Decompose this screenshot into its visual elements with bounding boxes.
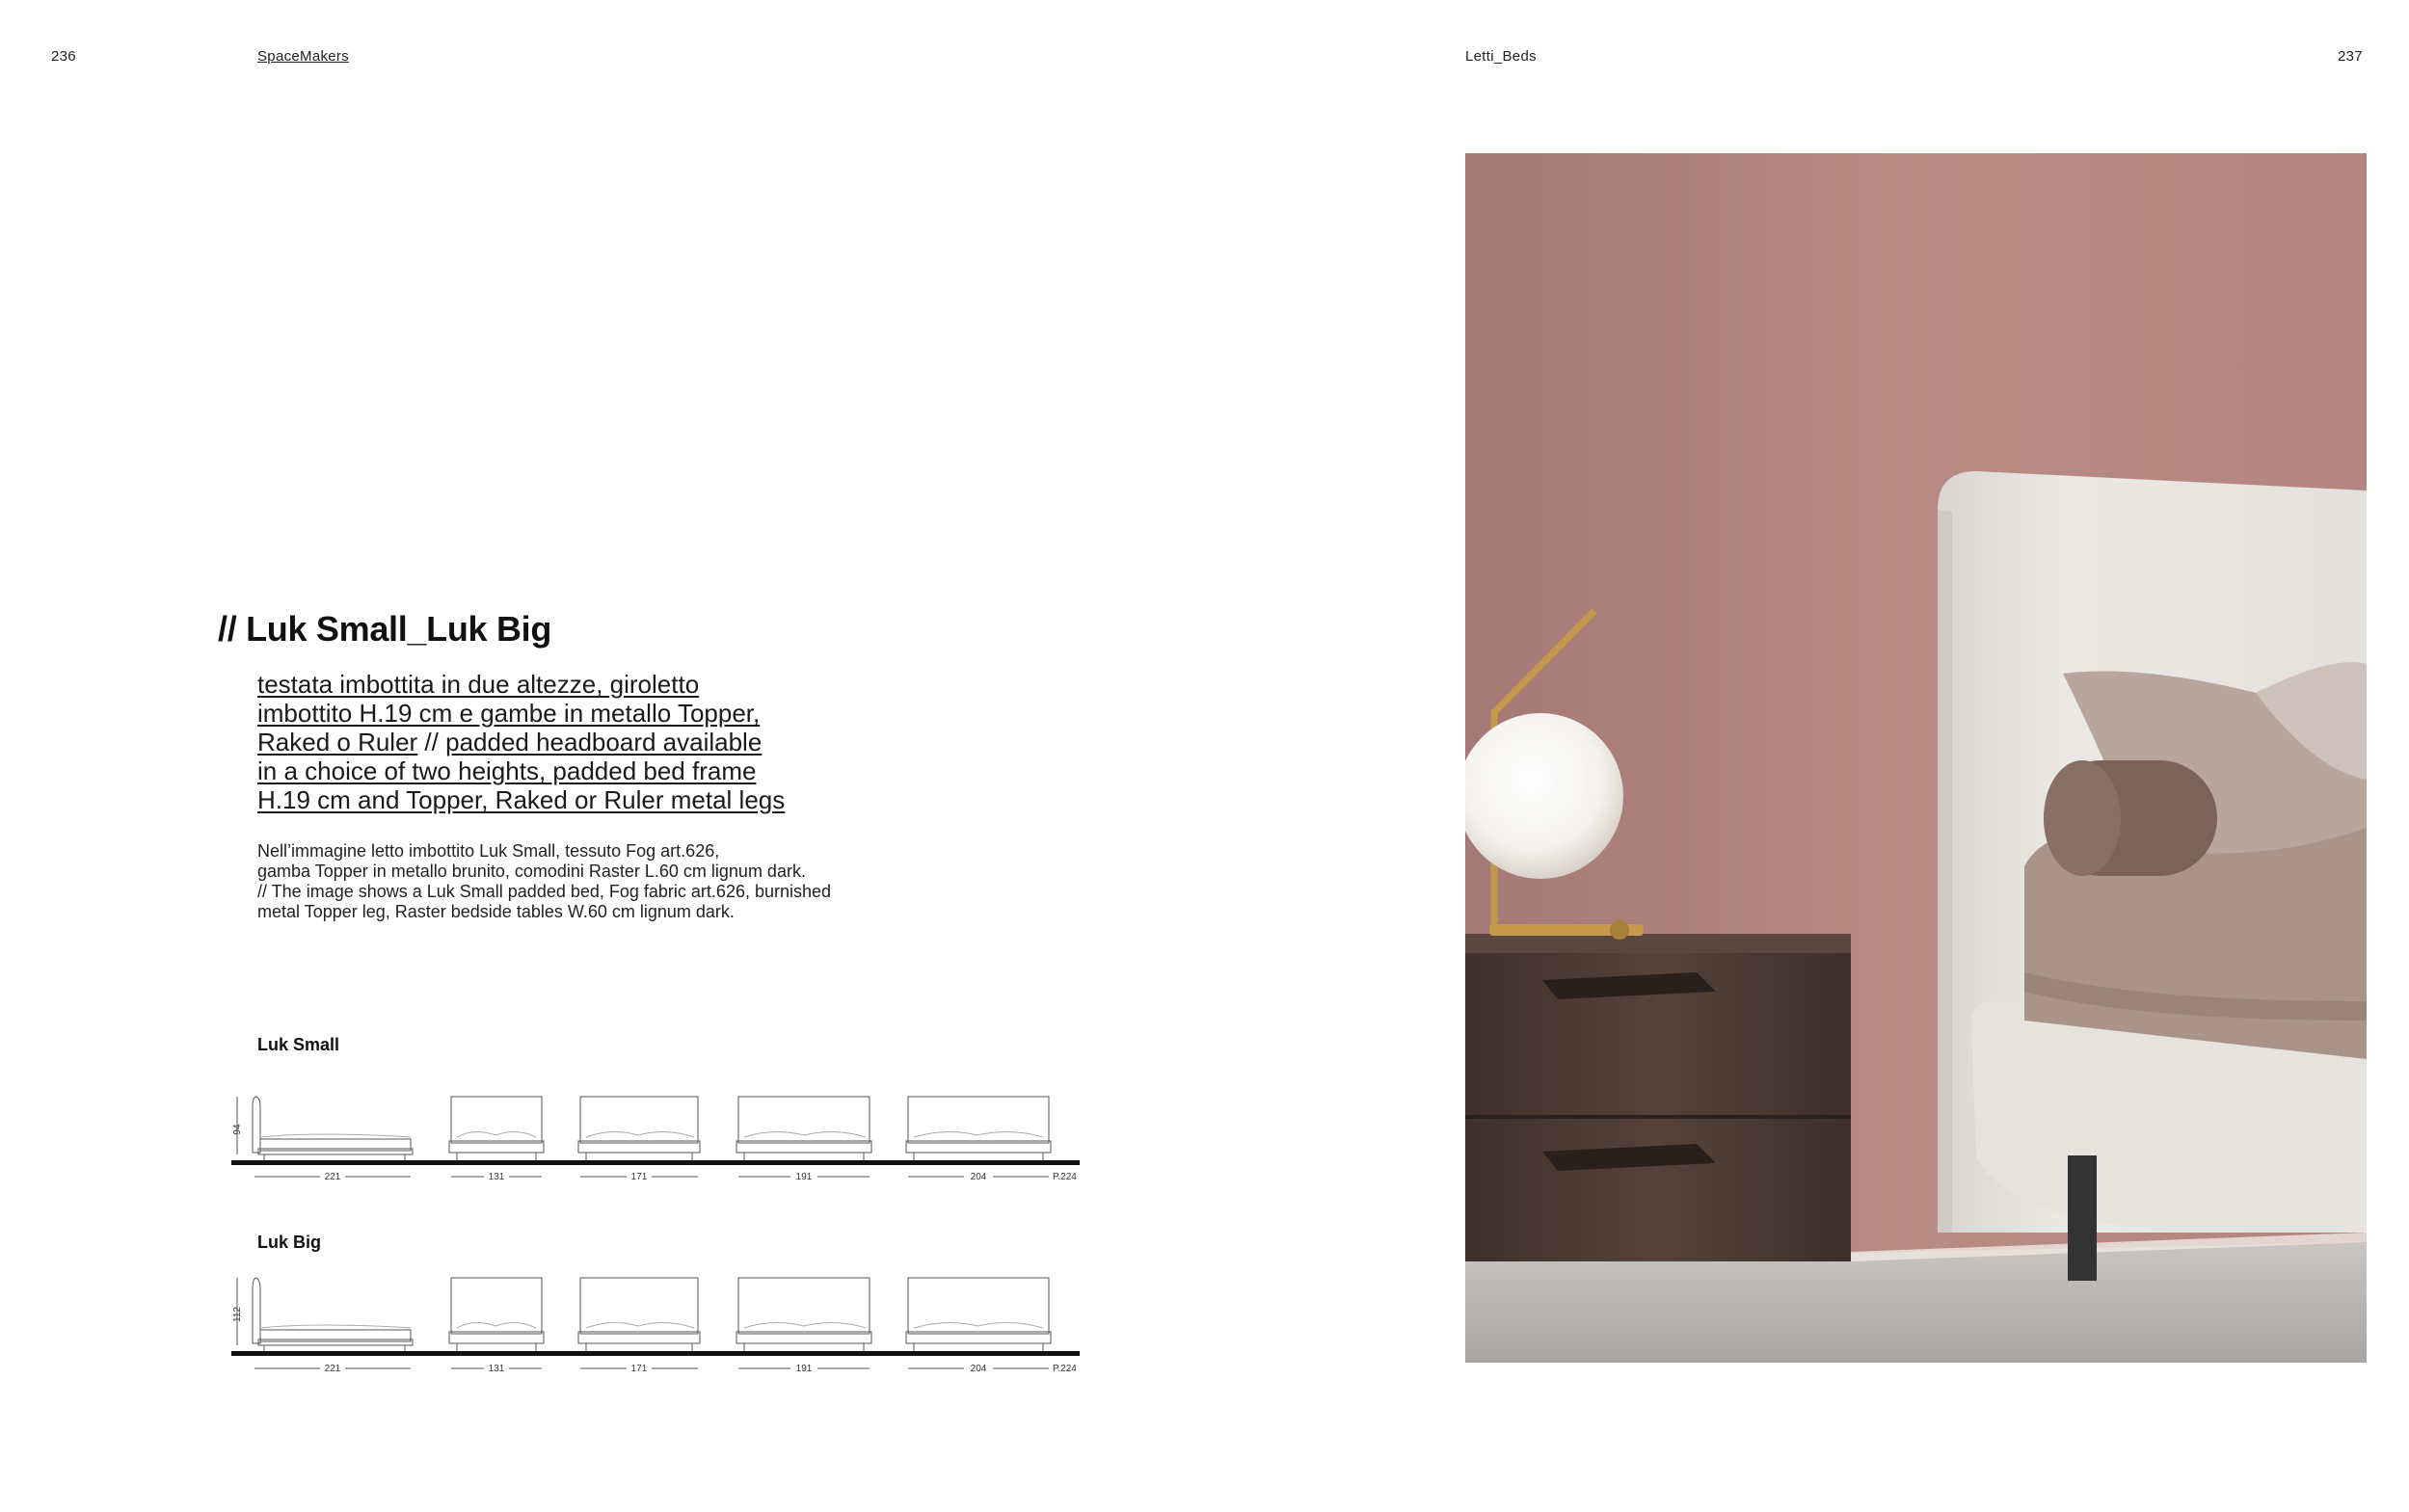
intro-it-line-1: testata imbottita in due altezze, giroletto [257,670,700,699]
intro-it-line-2: imbottito H.19 cm e gambe in metallo Topper, [257,699,761,728]
luk-big-front-204 [906,1278,1051,1351]
caption-line-2: gamba Topper in metallo brunito, comodini Raster L.60 cm lignum dark. [257,862,806,881]
section-title: Letti_Beds [1465,48,1537,65]
product-title: // Luk Small_Luk Big [218,609,552,649]
luk-small-front-204 [906,1097,1051,1160]
intro-it-line-3: Raked o Ruler [257,728,418,756]
luk-small-width-204: 204 [970,1172,987,1182]
luk-big-width-131: 131 [488,1364,505,1374]
luk-big-front-171 [578,1278,700,1351]
luk-small-height-dim: 94 [232,1124,243,1135]
luk-big-side-view [253,1278,413,1351]
luk-small-width-191: 191 [795,1172,813,1182]
right-page-number: 237 [2338,48,2363,65]
luk-small-side-view [253,1097,413,1160]
image-caption [257,841,932,922]
caption-line-4: metal Topper leg, Raster bedside tables W.60 cm lignum dark. [257,902,735,921]
luk-big-height-dim: 112 [232,1307,243,1322]
luk-small-page-ref: P.224 [1053,1172,1077,1182]
luk-small-width-131: 131 [488,1172,505,1182]
model-label-luk-big: Luk Big [257,1233,321,1252]
bedroom-photo [1465,153,2367,1363]
luk-small-drawings [222,1087,1089,1183]
luk-small-width-side: 221 [324,1172,341,1182]
luk-big-width-204: 204 [970,1364,987,1374]
luk-big-front-131 [449,1278,544,1351]
luk-small-floor-line [231,1160,1080,1165]
intro-en-line-1: padded headboard available [445,728,763,756]
luk-big-width-side: 221 [324,1364,341,1374]
luk-big-drawings [222,1270,1089,1376]
luk-big-width-191: 191 [795,1364,813,1374]
brand-link[interactable]: SpaceMakers [257,48,350,65]
luk-big-page-ref: P.224 [1053,1364,1077,1374]
luk-small-front-131 [449,1097,544,1160]
luk-big-width-171: 171 [630,1364,648,1374]
product-intro [257,670,855,814]
intro-en-line-2: in a choice of two heights, padded bed frame [257,756,757,785]
luk-big-front-191 [736,1278,871,1351]
nightstand [1465,934,1851,1261]
intro-en-line-3: H.19 cm and Topper, Raked or Ruler metal legs [257,785,786,814]
luk-small-front-191 [736,1097,871,1160]
bedroom-illustration [1465,153,2367,1363]
lamp-globe [1465,713,1623,879]
model-label-luk-small: Luk Small [257,1035,340,1054]
bed-leg [2068,1155,2097,1281]
caption-line-3: // The image shows a Luk Small padded bed, Fog fabric art.626, burnished [257,882,832,901]
left-page-number: 236 [51,48,76,65]
caption-line-1: Nell’immagine letto imbottito Luk Small, tessuto Fog art.626, [257,841,720,861]
intro-separator: // [417,728,446,756]
luk-small-front-171 [578,1097,700,1160]
luk-big-floor-line [231,1351,1080,1356]
luk-small-width-171: 171 [630,1172,648,1182]
